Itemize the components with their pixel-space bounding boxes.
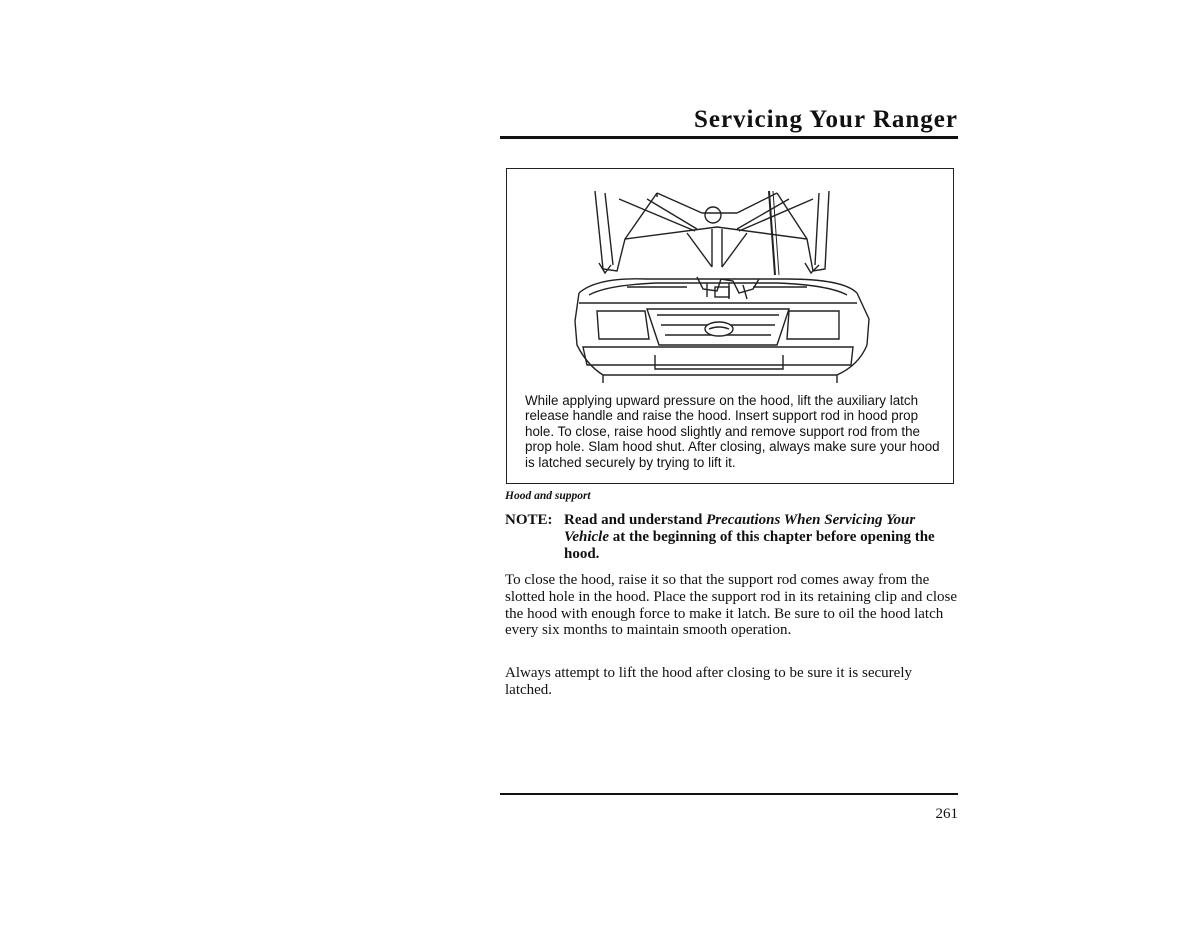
figure-label: Hood and support <box>505 490 591 502</box>
truck-open-hood-illustration <box>507 169 952 399</box>
note-lead: Read and understand <box>564 512 707 528</box>
note-tag: NOTE: <box>505 512 553 528</box>
figure-panel <box>506 168 954 484</box>
figure-caption-text: While applying upward pressure on the hood, lift the auxiliary latch release handle and raise the hood. Insert support rod in hood prop hole. To close, raise hood slightly and remove support rod from the prop hole. Slam hood shut. After closing, always make sure your hood is latched securely by trying to lift it. <box>525 393 940 470</box>
note-body <box>564 512 959 563</box>
page-title: Servicing Your Ranger <box>693 106 958 133</box>
page-number: 261 <box>935 806 958 822</box>
body-paragraph-close-hood: To close the hood, raise it so that the support rod comes away from the slotted hole in the hood. Place the support rod in its retaining clip and close the hood with enough force to make it latch. Be sure to oil the hood latch every six months to maintain smooth operation. <box>505 572 957 639</box>
footer-divider <box>500 793 958 795</box>
header-divider <box>500 136 958 139</box>
note-emphasis: Precautions When Servicing Your Vehicle <box>564 512 916 545</box>
note-tail: at the beginning of this chapter before opening the hood. <box>564 529 935 562</box>
body-paragraph-check-latch: Always attempt to lift the hood after closing to be sure it is securely latched. <box>505 665 912 698</box>
